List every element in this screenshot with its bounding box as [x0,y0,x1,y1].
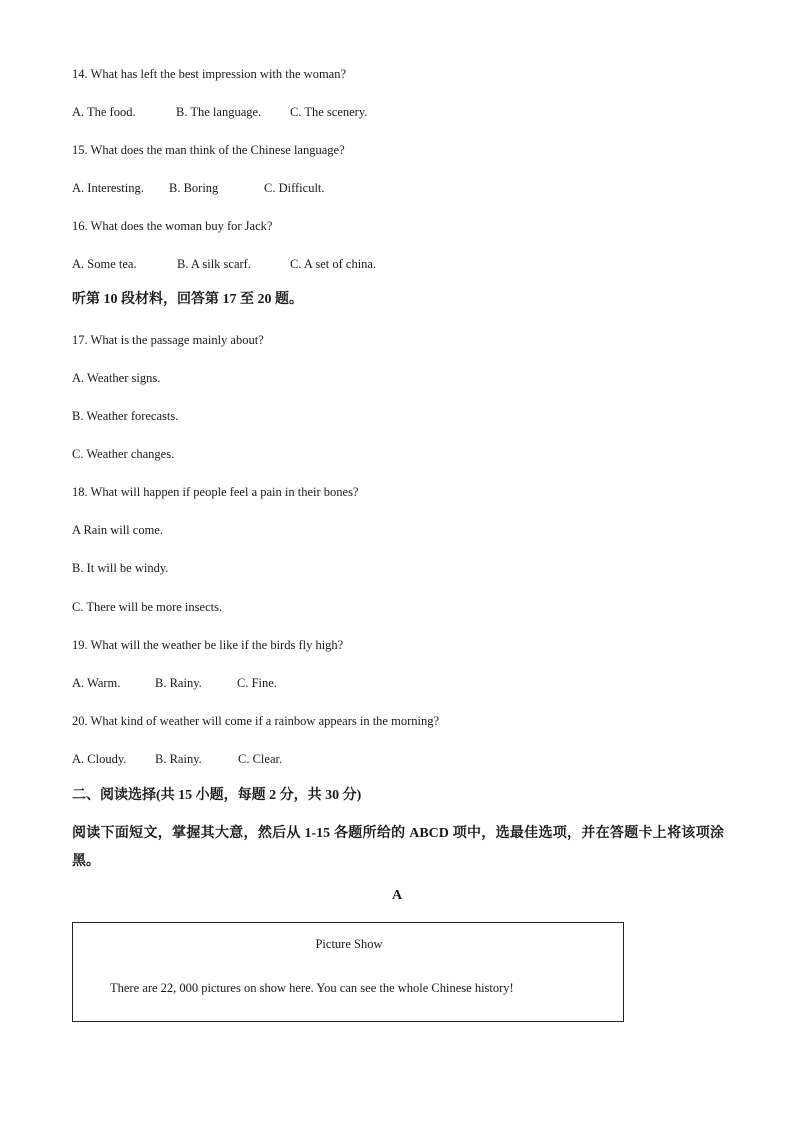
option-b: B. A silk scarf. [177,257,251,271]
question-14-stem: 14. What has left the best impression with the woman? [72,67,347,81]
question-18-option-c: C. There will be more insects. [72,600,223,614]
passage-letter: A [391,888,403,903]
option-a: A. Interesting. [72,181,144,195]
box-text: There are 22, 000 pictures on show here. You can see the whole Chinese history! [110,981,514,995]
option-c: C. Difficult. [264,181,325,195]
question-15-stem: 15. What does the man think of the Chinese language? [72,143,345,157]
option-c: C. A set of china. [290,257,377,271]
option-a: A. Warm. [72,676,121,690]
question-16-stem: 16. What does the woman buy for Jack? [72,219,273,233]
option-c: C. Clear. [238,752,283,766]
option-b: B. The language. [176,105,262,119]
question-18-option-b: B. It will be windy. [72,561,169,575]
question-17-option-b: B. Weather forecasts. [72,409,179,423]
question-18-stem: 18. What will happen if people feel a pain in their bones? [72,485,359,499]
option-a: A. Cloudy. [72,752,127,766]
option-a: A. Some tea. [72,257,137,271]
section-two-title: 二、阅读选择(共 15 小题，每题 2 分，共 30 分) [72,788,362,803]
question-17-option-a: A. Weather signs. [72,371,161,385]
section-two-instructions: 阅读下面短文，掌握其大意，然后从 1-15 各题所给的 ABCD 项中，选最佳选项，并在答题卡上将该项涂黑。 [72,826,724,869]
question-20-stem: 20. What kind of weather will come if a rainbow appears in the morning? [72,714,440,728]
option-c: C. The scenery. [290,105,368,119]
box-title: Picture Show [315,937,383,951]
question-17-stem: 17. What is the passage mainly about? [72,333,264,347]
passage-box [72,922,624,1022]
question-18-option-a: A Rain will come. [72,523,163,537]
option-a: A. The food. [72,105,136,119]
option-b: B. Boring [169,181,219,195]
question-14-options [72,104,367,120]
option-b: B. Rainy. [155,676,202,690]
option-c: C. Fine. [237,676,277,690]
question-19-stem: 19. What will the weather be like if the birds fly high? [72,638,344,652]
question-16-options [72,256,376,272]
listening-instruction: 听第 10 段材料，回答第 17 至 20 题。 [72,292,303,307]
question-20-options [72,751,282,767]
question-15-options [72,180,325,196]
question-17-option-c: C. Weather changes. [72,447,175,461]
option-b: B. Rainy. [155,752,202,766]
question-19-options [72,675,277,691]
